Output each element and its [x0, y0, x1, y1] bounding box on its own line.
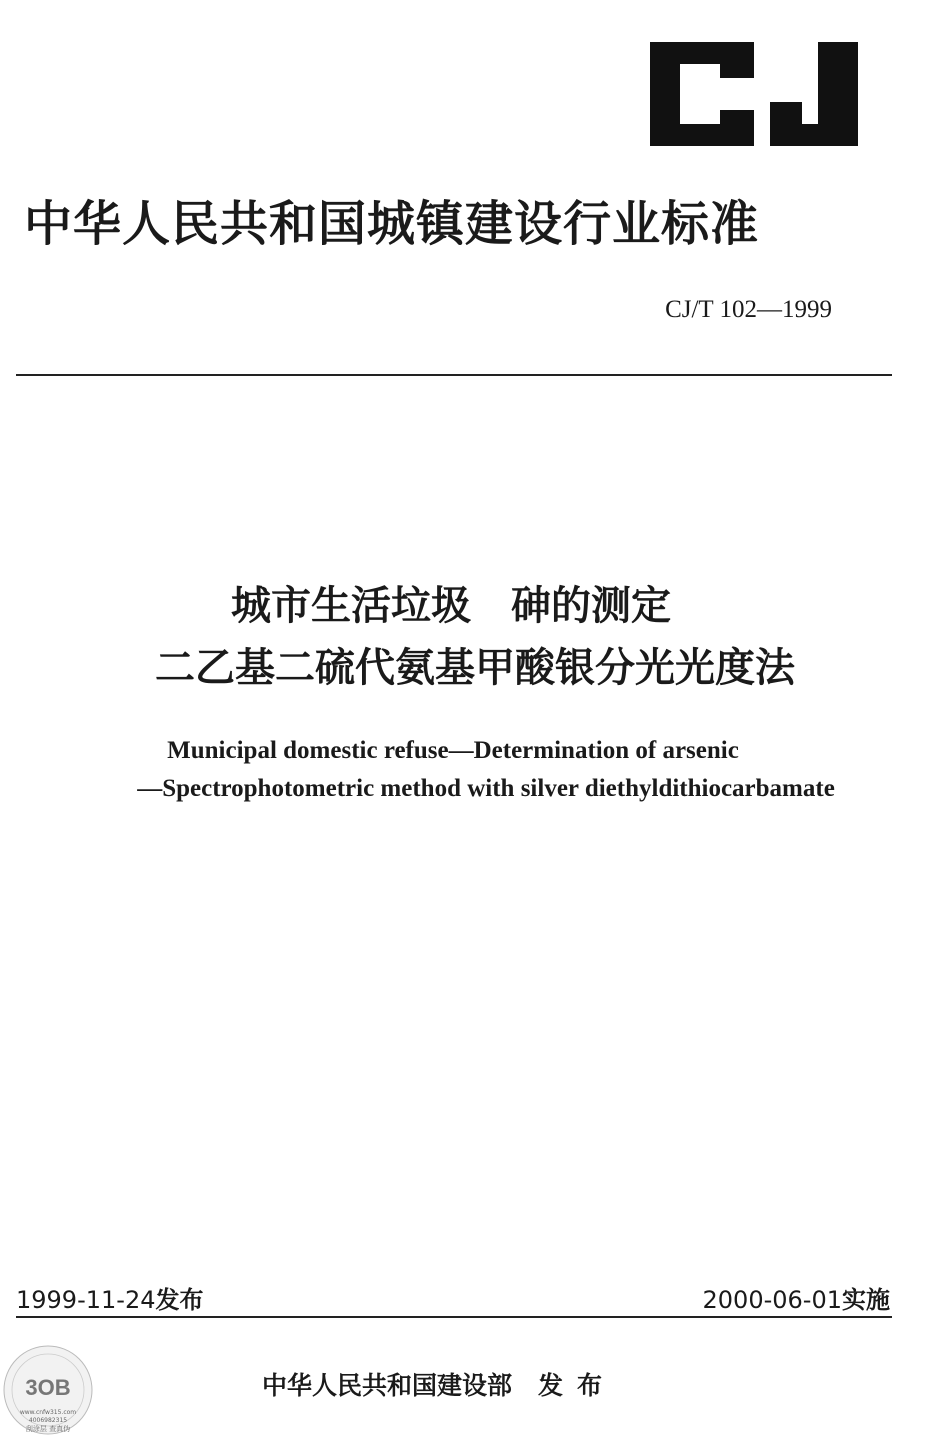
svg-text:www.cnfw315.com: www.cnfw315.com	[19, 1409, 77, 1416]
issue-date	[16, 1280, 203, 1315]
effective-date-value: 2000-06-01	[702, 1286, 842, 1314]
issuer-name: 中华人民共和国建设部	[262, 1371, 513, 1400]
issuer-action: 发布	[538, 1371, 617, 1400]
svg-text:刮涂层 查真伪: 刮涂层 查真伪	[25, 1425, 71, 1433]
footer-divider	[16, 1316, 892, 1318]
issue-date-label: 发布	[155, 1286, 204, 1314]
effective-date-label: 实施	[842, 1286, 890, 1314]
chinese-title-line-2: 二乙基二硫代氨基甲酸银分光光度法	[155, 645, 795, 691]
chinese-title-line-1: 城市生活垃圾 砷的测定	[231, 583, 671, 629]
english-title-line-2: —Spectrophotometric method with silver diethyldithiocarbamate	[137, 775, 835, 802]
cj-logo	[650, 42, 858, 146]
effective-date	[703, 1280, 890, 1315]
issue-date-value: 1999-11-24	[16, 1286, 156, 1314]
issuing-authority	[262, 1366, 616, 1402]
header-divider	[16, 374, 892, 376]
svg-text:3OB: 3OB	[25, 1375, 71, 1400]
standard-code: CJ/T 102—1999	[665, 296, 832, 323]
anti-counterfeit-stamp	[0, 1340, 96, 1444]
svg-text:4006982315: 4006982315	[28, 1417, 68, 1424]
standard-category-title: 中华人民共和国城镇建设行业标准	[24, 196, 760, 252]
english-title-line-1: Municipal domestic refuse—Determination of arsenic	[167, 737, 739, 764]
